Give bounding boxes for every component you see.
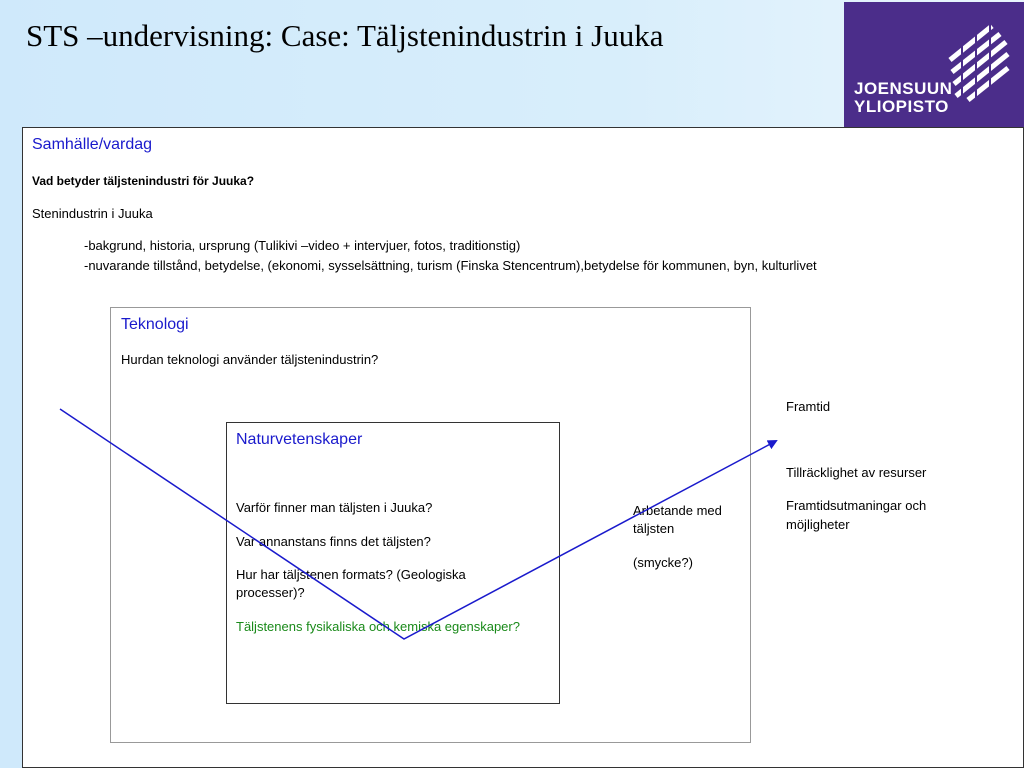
framtid-item-2-line-2: möjligheter [786, 517, 850, 532]
natur-question-3-line-2: processer)? [236, 585, 305, 600]
framtid-item-2-line-1: Framtidsutmaningar och [786, 498, 927, 513]
framtid-title: Framtid [786, 399, 831, 414]
slide-title: STS –undervisning: Case: Täljstenindustrin i Juuka [26, 18, 664, 53]
samhalle-subheading: Stenindustrin i Juuka [32, 206, 153, 221]
logo-line-2: YLIOPISTO [854, 97, 949, 116]
teknologi-heading: Teknologi [121, 316, 189, 333]
v-arrow-line [60, 409, 776, 639]
arbete-line-1: Arbetande med [633, 503, 722, 518]
arbete-note: (smycke?) [633, 555, 693, 570]
natur-question-2: Var annanstans finns det täljsten? [236, 534, 431, 549]
samhalle-bullet-2: -nuvarande tillstånd, betydelse, (ekonomi, sysselsättning, turism (Finska Stencentrum),betydelse för kommunen, byn, kulturlivet [84, 258, 817, 273]
naturvetenskaper-heading: Naturvetenskaper [236, 431, 363, 448]
natur-question-3-line-1: Hur har täljstenen formats? (Geologiska [236, 567, 466, 582]
teknologi-question: Hurdan teknologi använder täljstenindustrin? [121, 352, 379, 367]
framtid-item-1: Tillräcklighet av resurser [786, 465, 927, 480]
logo-line-1: JOENSUUN [854, 79, 953, 98]
samhalle-heading: Samhälle/vardag [32, 136, 153, 153]
natur-question-1: Varför finner man täljsten i Juuka? [236, 500, 433, 515]
samhalle-bullet-1: -bakgrund, historia, ursprung (Tulikivi –video + intervjuer, fotos, traditionstig) [84, 238, 521, 253]
natur-question-4: Täljstenens fysikaliska och kemiska egenskaper? [236, 619, 520, 634]
samhalle-question: Vad betyder täljstenindustri för Juuka? [32, 174, 255, 188]
arbete-line-2: täljsten [633, 521, 675, 536]
